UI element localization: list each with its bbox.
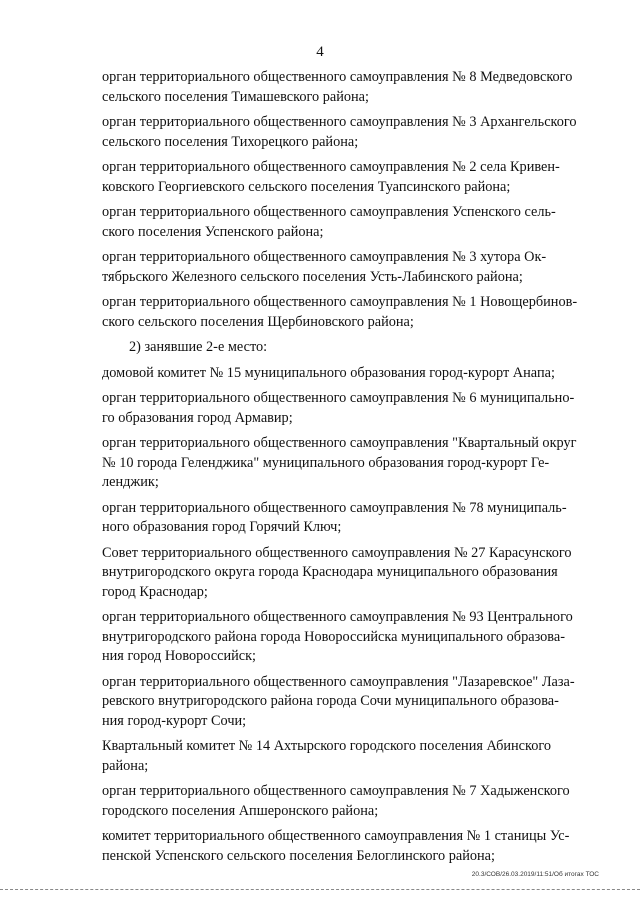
paragraph-khadyzhensk: орган территориального общественного самоуправления № 7 Хадыженского городского поселения Апшеронского района; <box>102 783 570 819</box>
paragraph-uspenskaya-stanitsa: комитет территориального общественного самоуправления № 1 станицы Ус- пенской Успенского сельского поселения Белоглинского района; <box>102 828 570 864</box>
paragraph-gelendzhik: орган территориального общественного самоуправления "Квартальный округ № 10 города Геленджика" муниципального образования город-курорт Ге- ленджик; <box>102 435 577 490</box>
paragraph-anapa: домовой комитет № 15 муниципального образования город-курорт Анапа; <box>102 364 555 381</box>
paragraph-tos-medvedovskaya: орган территориального общественного самоуправления № 8 Медведовского сельского поселения Тимашевского района; <box>102 69 573 105</box>
paragraph-sochi: орган территориального общественного самоуправления "Лазаревское" Лаза- ревского внутригородского района города Сочи муниципального образова- ния город-курорт Сочи; <box>102 673 575 729</box>
paragraph-abinsk: Квартальный комитет № 14 Ахтырского городского поселения Абинского района; <box>102 738 552 774</box>
paragraph-tos-novoshcherbinovskoe: орган территориального общественного самоуправления № 1 Новощербинов- ского сельского поселения Щербиновского района; <box>102 294 578 330</box>
document-body <box>102 68 598 872</box>
paragraph-tos-oktyabrsky: орган территориального общественного самоуправления № 3 хутора Ок- тябрьского Железного сельского поселения Усть-Лабинского района; <box>102 249 547 285</box>
page-number: 4 <box>316 44 324 60</box>
section-heading-second-place: 2) занявшие 2-е место: <box>129 339 268 355</box>
paragraph-krasnodar: Совет территориального общественного самоуправления № 27 Карасунского внутригородского округа города Краснодара муниципального образования город Краснодар; <box>102 544 572 600</box>
paragraph-tos-uspenskoe: орган территориального общественного самоуправления Успенского сель- ского поселения Успенского района; <box>102 204 556 240</box>
footer-document-code: 20.3/СОВ/26.03.2019/11:51/Об итогах ТОС <box>471 871 599 878</box>
footer-divider <box>0 889 640 890</box>
paragraph-tos-krivenkovskoe: орган территориального общественного самоуправления № 2 села Кривен- ковского Георгиевского сельского поселения Туапсинского района; <box>102 159 560 195</box>
paragraph-armavir: орган территориального общественного самоуправления № 6 муниципально- го образования город Армавир; <box>102 390 575 426</box>
paragraph-goryachy-klyuch: орган территориального общественного самоуправления № 78 муниципаль- ного образования город Горячий Ключ; <box>102 499 567 535</box>
paragraph-novorossiysk: орган территориального общественного самоуправления № 93 Центрального внутригородского района города Новороссийска муниципального образова- ния город Новороссийск; <box>102 609 573 664</box>
paragraph-tos-arkhangelskaya: орган территориального общественного самоуправления № 3 Архангельского сельского поселения Тихорецкого района; <box>102 114 577 150</box>
